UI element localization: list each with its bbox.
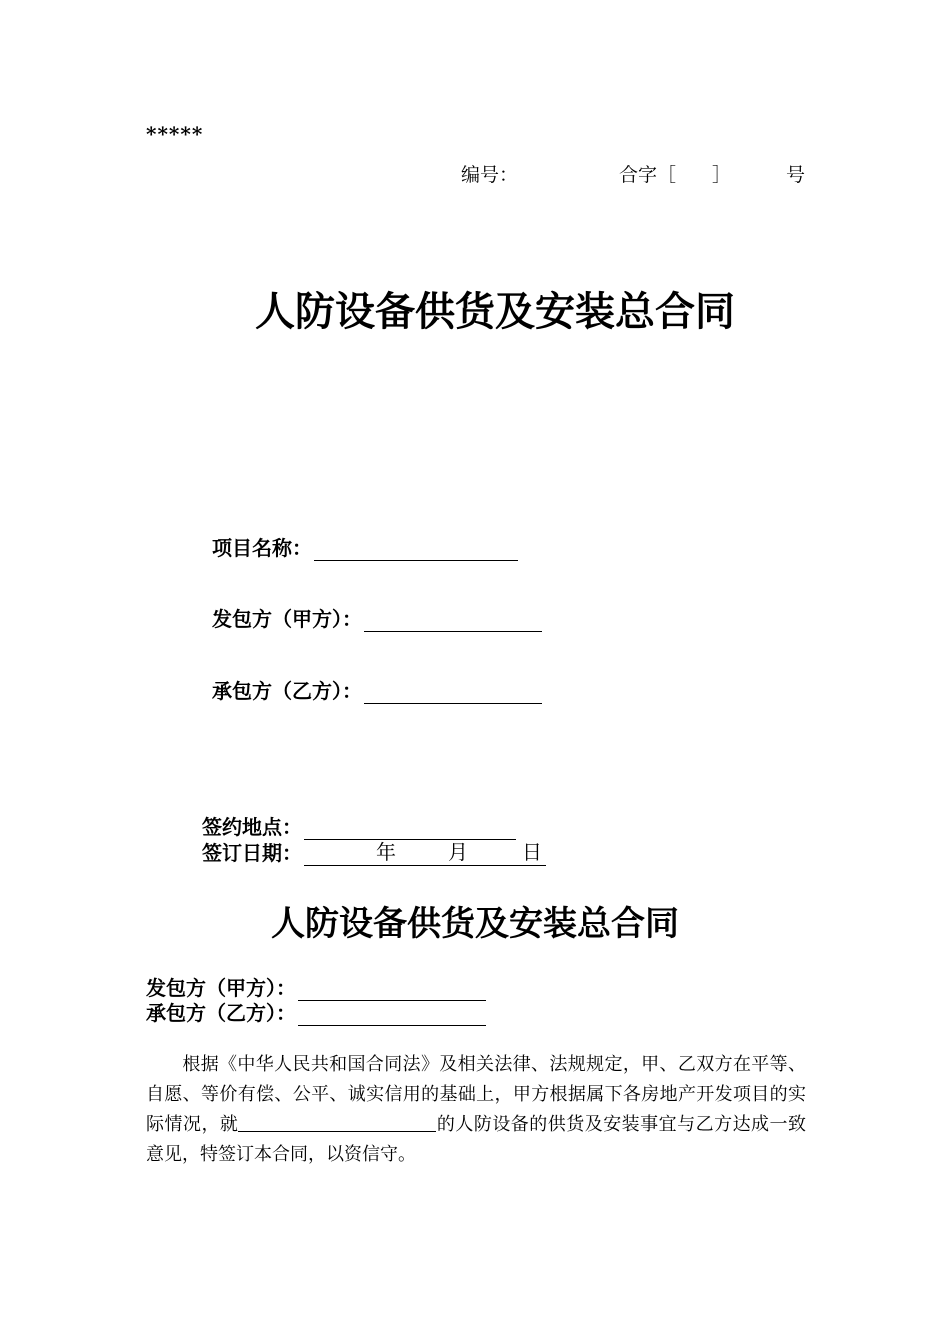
sign-date-field <box>202 836 546 866</box>
cover-title: 人防设备供货及安装总合同 <box>255 288 735 335</box>
project-name-label: 项目名称： <box>212 536 312 560</box>
cover-party-a-label: 发包方（甲方）： <box>212 607 362 631</box>
header-stars: ***** <box>146 122 204 146</box>
project-name-field <box>212 532 518 561</box>
code-hao: 号 <box>786 164 806 186</box>
sign-place-label: 签约地点： <box>202 815 302 839</box>
cover-party-b-blank <box>364 683 542 704</box>
cover-party-b-field <box>212 675 542 704</box>
body-party-b-field <box>146 997 486 1026</box>
para-part2: 的人防设备的供货及安装事宜与乙方达成一致意见，特签订本合同，以资信守。 <box>146 1114 807 1165</box>
date-year: 年 <box>376 840 396 864</box>
date-month: 月 <box>448 840 468 864</box>
date-day: 日 <box>522 840 542 864</box>
sign-date-blank <box>304 836 546 866</box>
code-bracket-close: ］ <box>712 164 732 186</box>
body-party-b-label: 承包方（乙方）： <box>146 1001 296 1025</box>
para-part1: 根据《中华人民共和国合同法》及相关法律、法规规定，甲、乙双方在平等、自愿、等价有偿、公平、诚实信用的基础上，甲方根据属下各房地产开发项目的实际情况，就 <box>146 1054 806 1135</box>
body-title: 人防设备供货及安装总合同 <box>271 904 679 944</box>
code-label: 编号： <box>461 164 519 186</box>
body-party-a-label: 发包方（甲方）： <box>146 976 296 1000</box>
project-blank <box>238 1113 436 1132</box>
code-hezi: 合字［ <box>619 164 677 186</box>
project-name-blank <box>314 540 518 561</box>
contract-intro-paragraph <box>146 1050 806 1170</box>
cover-party-a-field <box>212 603 542 632</box>
sign-date-label: 签订日期： <box>202 841 302 865</box>
body-party-b-blank <box>298 1005 486 1026</box>
cover-party-b-label: 承包方（乙方）： <box>212 679 362 703</box>
cover-party-a-blank <box>364 611 542 632</box>
